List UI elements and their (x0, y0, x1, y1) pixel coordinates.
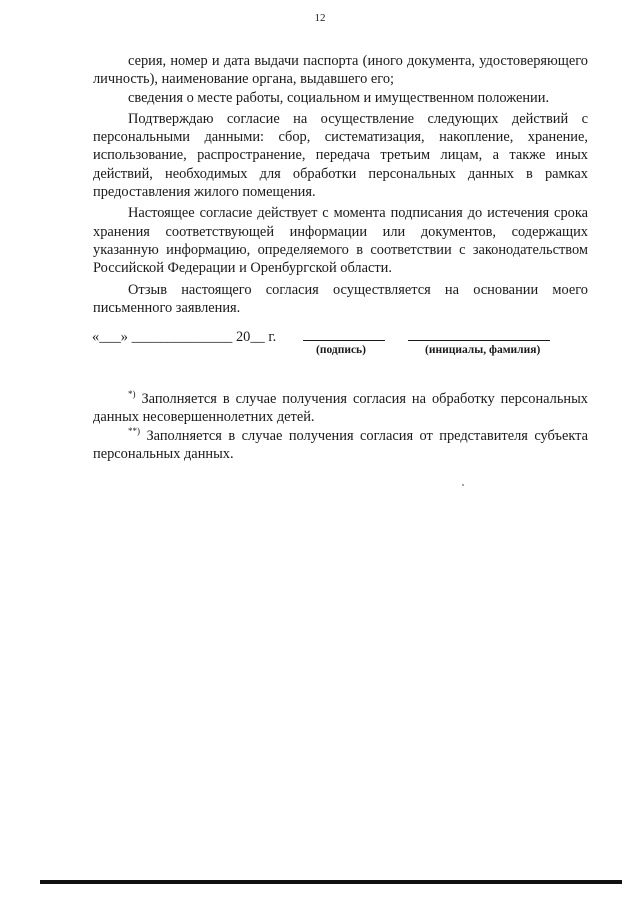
paragraph-consent-actions: Подтверждаю согласие на осуществление следующих действий с персональными данными: сбор, систематизация, накопление, хранение, использование, распространение, передача третьим лицам, а также иных действий, необходимых для обработки персональных данных в рамках предоставления жилого помещения. (93, 110, 588, 201)
paragraph-passport: серия, номер и дата выдачи паспорта (иного документа, удостоверяющего личность), наименование органа, выдавшего его; (93, 53, 588, 88)
date-year-prefix: 20 (235, 329, 251, 345)
name-line (408, 340, 550, 341)
date-field (92, 328, 276, 346)
footnote-mark: *) (128, 389, 136, 400)
footnote-text: Заполняется в случае получения согласия на обработку персональных данных несовершеннолетних детей. (93, 391, 588, 426)
paragraph-validity: Настоящее согласие действует с момента подписания до истечения срока хранения соответствующей информации или документов, содержащих указанную информацию, определяемого в соответствии с законодательством Российской Федерации и Оренбургской области. (93, 205, 588, 277)
date-year-blank: __ (250, 329, 265, 345)
date-month-blank: ______________ (131, 329, 233, 345)
paragraph-workplace: сведения о месте работы, социальном и имущественном положении. (128, 89, 550, 106)
signature-line (303, 340, 385, 341)
paragraph-revocation: Отзыв настоящего согласия осуществляется на основании моего письменного заявления. (93, 281, 588, 316)
footnote-text: Заполняется в случае получения согласия от представителя субъекта персональных данных. (93, 427, 588, 462)
footnotes (93, 390, 588, 463)
footnote-representative (93, 427, 588, 464)
scan-speck (462, 484, 464, 486)
footnote-mark: **) (128, 425, 140, 436)
date-close-quote: » (120, 329, 128, 345)
bottom-rule (40, 880, 622, 884)
page-number: 12 (314, 12, 326, 24)
name-label: (инициалы, фамилия) (425, 344, 541, 356)
date-open-quote: « (92, 329, 100, 345)
signature-label: (подпись) (316, 344, 366, 356)
date-day-blank: ___ (99, 329, 121, 345)
document-body (93, 52, 588, 317)
footnote-minors (93, 390, 588, 427)
date-year-suffix: г. (268, 329, 277, 345)
